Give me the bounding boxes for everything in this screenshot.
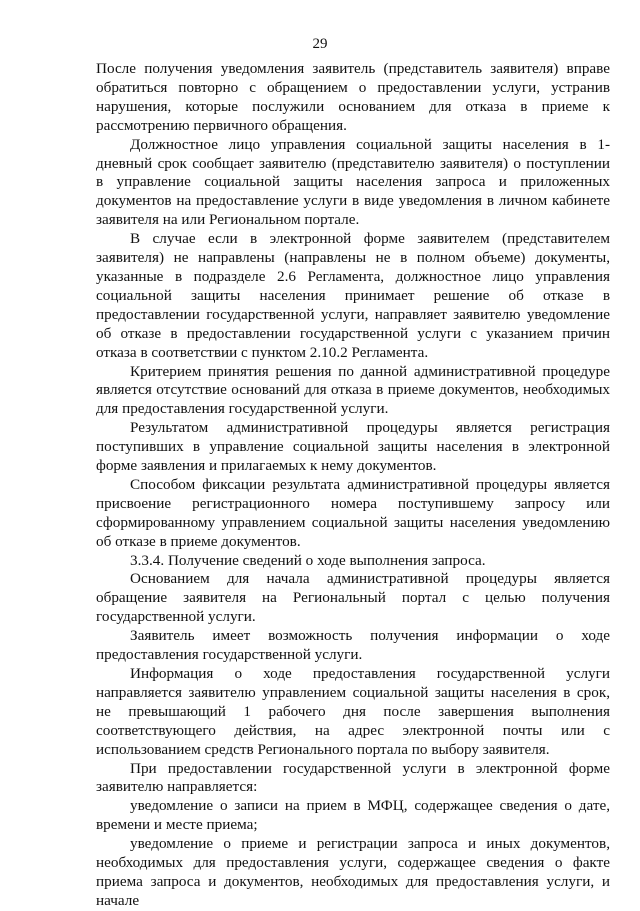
paragraph-repeat-request: После получения уведомления заявитель (представитель заявителя) вправе обратиться повторно с обращением о предоставлении услуги, устранив нарушения, которые послужили основанием для отказа в приеме к рассмотрению первичного обращения. xyxy=(96,60,610,134)
paragraph-procedure-basis: Основанием для начала административной процедуры является обращение заявителя на Региональный портал с целью получения государственной услуги. xyxy=(96,570,610,626)
paragraph-incomplete-documents: В случае если в электронной форме заявителем (представителем заявителя) не направлены (направлены не в полном объеме) документы, указанные в подразделе 2.6 Регламента, должностное лицо управления социальной защиты населения принимает решение об отказе в предоставлении государственной услуги, направляет заявителю уведомление об отказе в предоставлении государственной услуги с указанием причин отказа в соответствии с пунктом 2.10.2 Регламента. xyxy=(96,230,610,361)
paragraph-result-fixation: Способом фиксации результата административной процедуры является присвоение регистрационного номера поступившему запросу или сформированному управлением социальной защиты населения уведомлению об отказе в приеме документов. xyxy=(96,475,610,550)
paragraph-applicant-information: Заявитель имеет возможность получения информации о ходе предоставления государственной услуги. xyxy=(96,627,610,664)
paragraph-notifications-intro: При предоставлении государственной услуги в электронной форме заявителю направляется: xyxy=(96,759,610,796)
list-item-registration-notification: уведомление о приеме и регистрации запроса и иных документов, необходимых для предоставления услуги, содержащее сведения о факте приема запроса и документов, необходимых для предоставления услуги, и начале xyxy=(96,835,610,909)
section-heading-3-3-4: 3.3.4. Получение сведений о ходе выполнения запроса. xyxy=(130,551,486,569)
document-body xyxy=(96,60,610,911)
paragraph-procedure-result: Результатом административной процедуры является регистрация поступивших в управление социальной защиты населения в электронной форме заявления и прилагаемых к нему документов. xyxy=(96,419,610,475)
paragraph-progress-information: Информация о ходе предоставления государственной услуги направляется заявителю управлением социальной защиты населения в срок, не превышающий 1 рабочего дня после завершения выполнения соответствующего действия, на адрес электронной почты или с использованием средств Регионального портала по выбору заявителя. xyxy=(96,665,610,758)
list-item-appointment-notification: уведомление о записи на прием в МФЦ, содержащее сведения о дате, времени и месте приема; xyxy=(96,797,610,834)
paragraph-decision-criterion: Критерием принятия решения по данной административной процедуре является отсутствие оснований для отказа в приеме документов, необходимых для предоставления государственной услуги. xyxy=(96,362,610,418)
paragraph-official-notification: Должностное лицо управления социальной защиты населения в 1-дневный срок сообщает заявителю (представителю заявителя) о поступлении в управление социальной защиты населения запроса и приложенных документов на предоставление услуги в виде уведомления в личном кабинете заявителя на или Региональном портале. xyxy=(96,135,610,229)
page-number: 29 xyxy=(312,36,328,52)
